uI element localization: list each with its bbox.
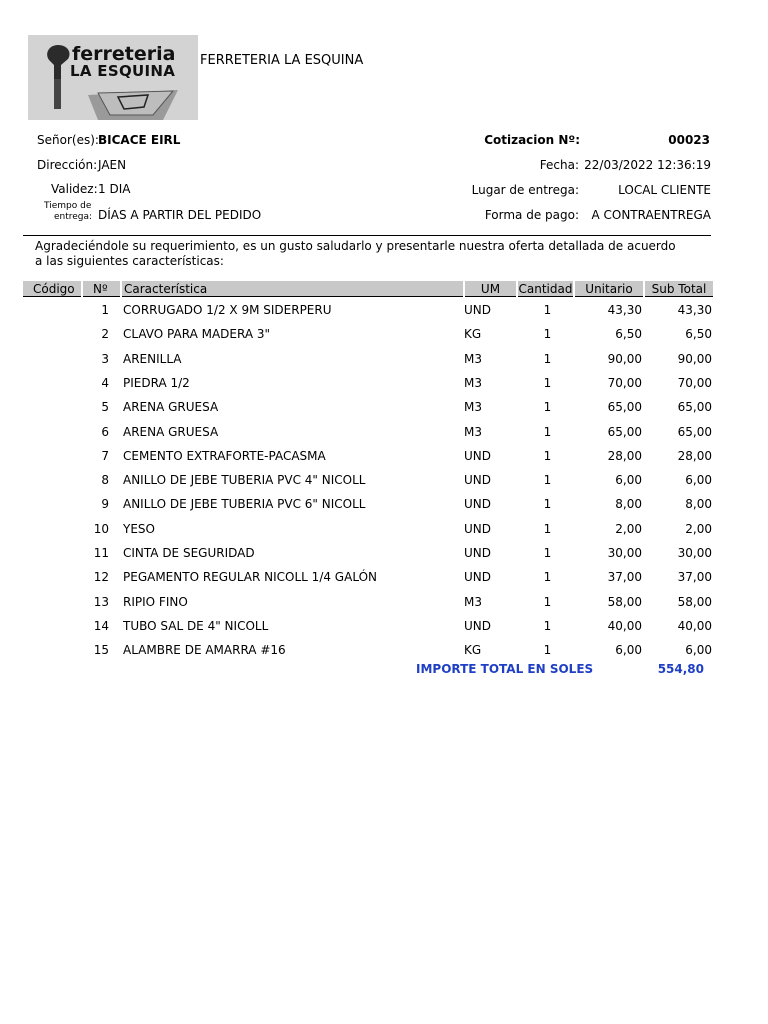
cell-caracteristica: ARENA GRUESA	[123, 400, 219, 414]
fecha-label: Fecha:	[539, 158, 579, 172]
cell-unitario: 70,00	[607, 376, 642, 390]
table-row	[23, 567, 713, 591]
cell-unitario: 30,00	[607, 546, 642, 560]
cell-unitario: 6,50	[615, 327, 642, 341]
table-row	[23, 543, 713, 567]
direccion-value: JAEN	[98, 158, 127, 172]
cell-no: 1	[101, 303, 109, 317]
total-value: 554,80	[657, 662, 704, 676]
cell-cantidad: 1	[543, 449, 552, 463]
cell-um: UND	[464, 497, 491, 511]
cell-no: 10	[93, 522, 109, 536]
cell-subtotal: 2,00	[685, 522, 712, 536]
validez-label: Validez:	[51, 182, 98, 196]
cell-cantidad: 1	[543, 352, 552, 366]
cell-caracteristica: RIPIO FINO	[123, 595, 188, 609]
col-cantidad: Cantidad	[518, 282, 573, 296]
cell-unitario: 37,00	[607, 570, 642, 584]
table-row	[23, 616, 713, 640]
cell-cantidad: 1	[543, 497, 552, 511]
cell-um: UND	[464, 303, 491, 317]
table-row	[23, 519, 713, 543]
table-row	[23, 640, 713, 664]
cell-cantidad: 1	[543, 327, 552, 341]
col-subtotal: Sub Total	[645, 281, 713, 297]
cell-subtotal: 65,00	[677, 400, 712, 414]
cell-cantidad: 1	[543, 546, 552, 560]
cell-no: 3	[101, 352, 109, 366]
cell-subtotal: 90,00	[677, 352, 712, 366]
cell-subtotal: 28,00	[677, 449, 712, 463]
cell-um: KG	[464, 643, 482, 657]
cell-subtotal: 30,00	[677, 546, 712, 560]
intro-text: Agradeciéndole su requerimiento, es un gusto saludarlo y presentarle nuestra oferta detallada de acuerdo a las siguientes características:	[35, 239, 676, 268]
company-logo	[28, 35, 198, 120]
col-no: Nº	[83, 281, 120, 297]
cell-no: 8	[101, 473, 109, 487]
cell-unitario: 28,00	[607, 449, 642, 463]
cell-caracteristica: ARENILLA	[123, 352, 182, 366]
cell-subtotal: 70,00	[677, 376, 712, 390]
cell-no: 11	[93, 546, 109, 560]
cell-unitario: 8,00	[615, 497, 642, 511]
cell-subtotal: 6,00	[685, 643, 712, 657]
cell-no: 13	[93, 595, 109, 609]
lugar-label: Lugar de entrega:	[471, 183, 579, 197]
cell-no: 9	[101, 497, 109, 511]
col-codigo: Código	[23, 281, 81, 297]
cell-cantidad: 1	[543, 303, 552, 317]
cell-um: UND	[464, 473, 491, 487]
tiempo-label-2: entrega:	[54, 212, 93, 222]
cell-caracteristica: TUBO SAL DE 4" NICOLL	[123, 619, 269, 633]
cell-um: UND	[464, 570, 491, 584]
table-row	[23, 592, 713, 616]
cell-unitario: 6,00	[615, 473, 642, 487]
validez-value: 1 DIA	[98, 182, 131, 196]
table-row	[23, 446, 713, 470]
senor-value: BICACE EIRL	[98, 133, 181, 147]
cell-um: M3	[464, 352, 482, 366]
cell-caracteristica: CLAVO PARA MADERA 3"	[123, 327, 271, 341]
cell-cantidad: 1	[543, 522, 552, 536]
cell-subtotal: 58,00	[677, 595, 712, 609]
col-caracteristica: Característica	[122, 281, 463, 297]
total-label: IMPORTE TOTAL EN SOLES	[416, 662, 594, 676]
cell-unitario: 65,00	[607, 400, 642, 414]
cell-um: UND	[464, 449, 491, 463]
cell-subtotal: 40,00	[677, 619, 712, 633]
cell-um: M3	[464, 595, 482, 609]
forma-value: A CONTRAENTREGA	[591, 208, 711, 222]
items-table-header	[23, 281, 713, 297]
fecha-value: 22/03/2022 12:36:19	[584, 158, 711, 172]
cell-no: 6	[101, 425, 109, 439]
cell-subtotal: 37,00	[677, 570, 712, 584]
cell-caracteristica: ANILLO DE JEBE TUBERIA PVC 6" NICOLL	[123, 497, 366, 511]
col-um: UM	[465, 281, 516, 297]
cell-unitario: 58,00	[607, 595, 642, 609]
table-row	[23, 470, 713, 494]
cell-subtotal: 6,00	[685, 473, 712, 487]
cell-cantidad: 1	[543, 570, 552, 584]
cell-caracteristica: CORRUGADO 1/2 X 9M SIDERPERU	[123, 303, 332, 317]
header-divider	[23, 235, 711, 236]
forma-label: Forma de pago:	[484, 208, 579, 222]
col-unitario: Unitario	[575, 281, 643, 297]
cell-caracteristica: CINTA DE SEGURIDAD	[123, 546, 255, 560]
cell-um: UND	[464, 522, 491, 536]
cell-unitario: 65,00	[607, 425, 642, 439]
cell-caracteristica: YESO	[123, 522, 155, 536]
cell-no: 15	[93, 643, 109, 657]
table-row	[23, 422, 713, 446]
cell-caracteristica: ARENA GRUESA	[123, 425, 219, 439]
cell-caracteristica: ALAMBRE DE AMARRA #16	[123, 643, 286, 657]
cell-um: UND	[464, 546, 491, 560]
cell-unitario: 2,00	[615, 522, 642, 536]
cell-um: UND	[464, 619, 491, 633]
cell-cantidad: 1	[543, 376, 552, 390]
lugar-value: LOCAL CLIENTE	[618, 183, 711, 197]
cell-cantidad: 1	[543, 400, 552, 414]
cell-cantidad: 1	[543, 425, 552, 439]
cell-subtotal: 43,30	[677, 303, 712, 317]
cell-um: M3	[464, 400, 482, 414]
cell-cantidad: 1	[543, 595, 552, 609]
cell-um: M3	[464, 425, 482, 439]
company-name: FERRETERIA LA ESQUINA	[200, 53, 364, 68]
table-row	[23, 494, 713, 518]
tiempo-value: DÍAS A PARTIR DEL PEDIDO	[98, 208, 262, 222]
cell-unitario: 43,30	[607, 303, 642, 317]
table-row	[23, 300, 713, 324]
table-row	[23, 373, 713, 397]
senor-label: Señor(es):	[37, 133, 99, 147]
cell-um: M3	[464, 376, 482, 390]
cell-unitario: 6,00	[615, 643, 642, 657]
cell-caracteristica: ANILLO DE JEBE TUBERIA PVC 4" NICOLL	[123, 473, 366, 487]
cell-subtotal: 6,50	[685, 327, 712, 341]
cell-cantidad: 1	[543, 473, 552, 487]
logo-line-2: LA ESQUINA	[70, 62, 176, 80]
tiempo-label-1: Tiempo de	[44, 201, 92, 211]
cotizacion-label: Cotizacion Nº:	[484, 133, 580, 147]
cell-no: 12	[93, 570, 109, 584]
cell-unitario: 40,00	[607, 619, 642, 633]
cell-subtotal: 65,00	[677, 425, 712, 439]
cell-no: 5	[101, 400, 109, 414]
cell-caracteristica: CEMENTO EXTRAFORTE-PACASMA	[123, 449, 326, 463]
cell-no: 4	[101, 376, 109, 390]
cotizacion-value: 00023	[668, 133, 710, 147]
cell-unitario: 90,00	[607, 352, 642, 366]
cell-um: KG	[464, 327, 482, 341]
cell-no: 2	[101, 327, 109, 341]
cell-subtotal: 8,00	[685, 497, 712, 511]
cell-cantidad: 1	[543, 643, 552, 657]
table-row	[23, 324, 713, 348]
table-row	[23, 349, 713, 373]
logo-line-1: ferreteria	[72, 43, 176, 65]
cell-caracteristica: PEGAMENTO REGULAR NICOLL 1/4 GALÓN	[123, 570, 377, 584]
cell-no: 7	[101, 449, 109, 463]
cell-cantidad: 1	[543, 619, 552, 633]
cell-no: 14	[93, 619, 109, 633]
table-row	[23, 397, 713, 421]
cell-caracteristica: PIEDRA 1/2	[123, 376, 190, 390]
direccion-label: Dirección:	[37, 158, 98, 172]
